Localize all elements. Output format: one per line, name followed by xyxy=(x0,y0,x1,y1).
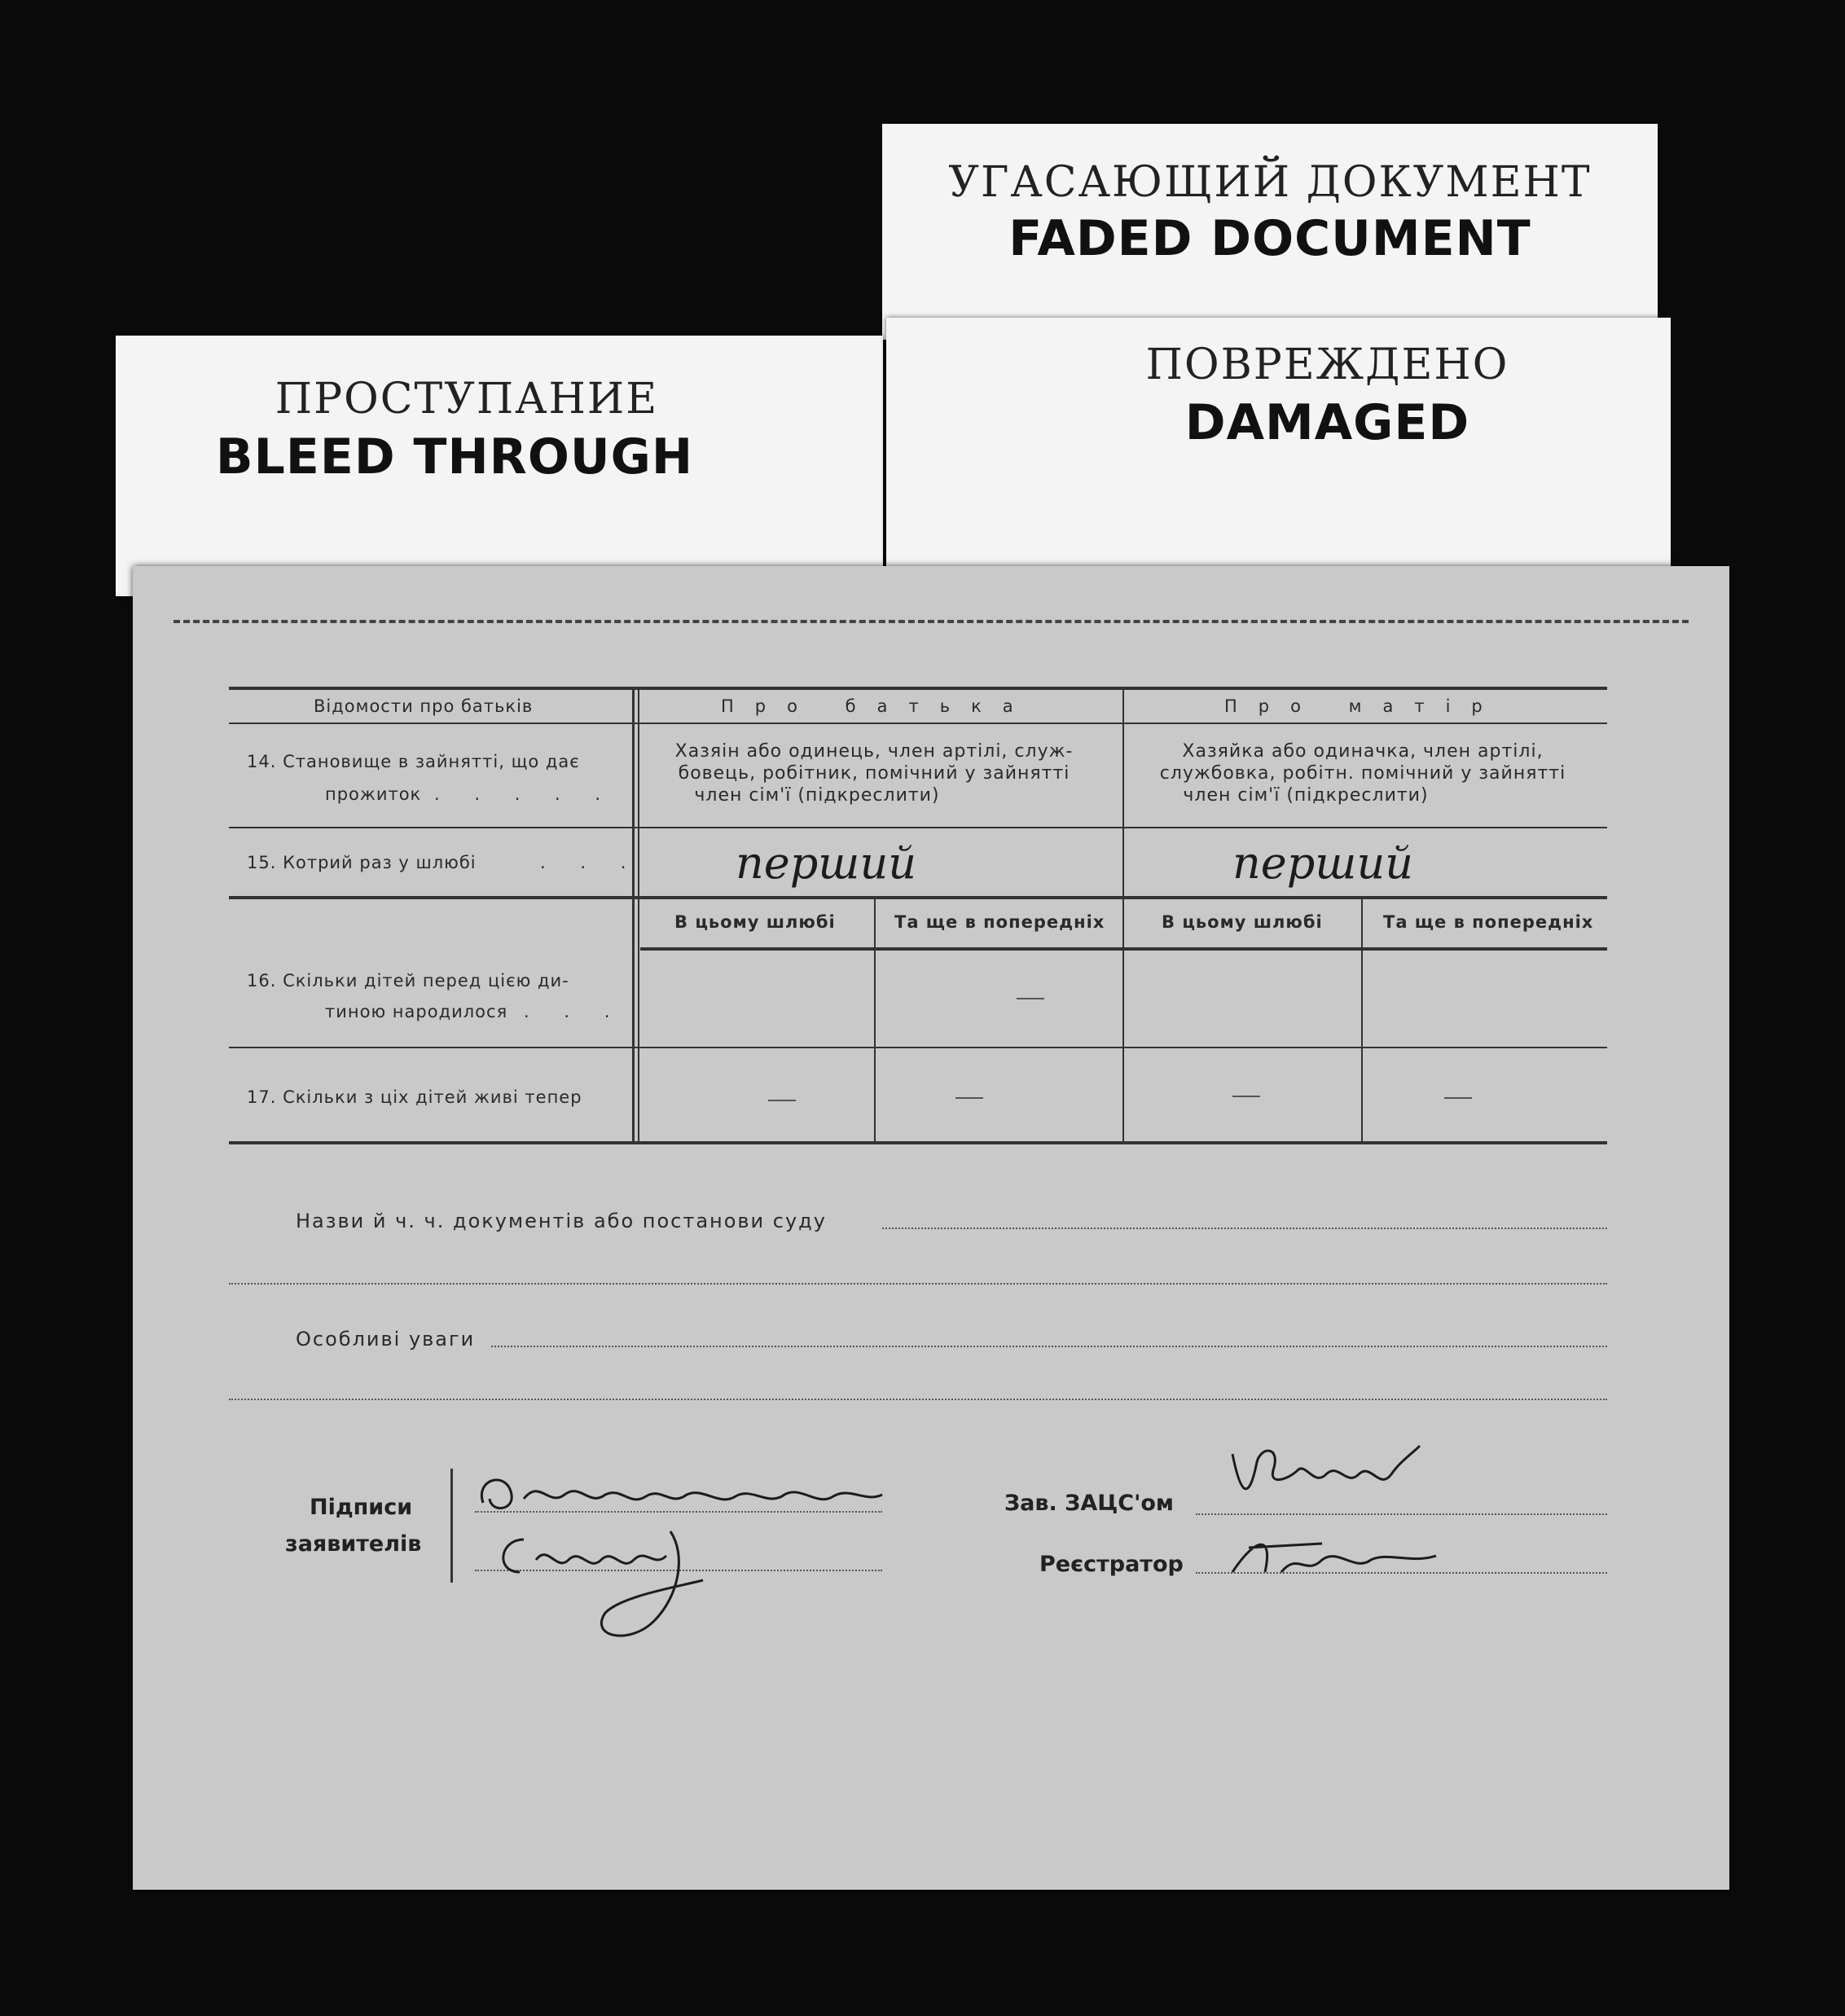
applicant-signature-2 xyxy=(491,1523,752,1654)
row14-father-line2: бовець, робітник, помічний у зайнятті xyxy=(678,763,1070,784)
father-previous: Та ще в попередніх xyxy=(894,912,1105,932)
father-mother-divider xyxy=(1122,688,1124,1143)
row15-label: 15. Котрий раз у шлюбі xyxy=(247,853,477,872)
header-father: Про батька xyxy=(721,696,1035,716)
registrar-label: Реєстратор xyxy=(1039,1552,1184,1577)
row16-rule xyxy=(229,1047,1607,1048)
row14-label-line2: прожиток xyxy=(325,784,422,804)
documents-label: Назви й ч. ч. документів або постанови суду xyxy=(296,1210,827,1232)
row14-leader-dots: . . . . . xyxy=(434,784,616,804)
row15-father-value: перший xyxy=(736,837,917,889)
head-label: Зав. ЗАЦС'ом xyxy=(1004,1491,1174,1516)
damaged-card xyxy=(886,318,1671,586)
row14-mother-line2: службовка, робітн. помічний у зайнятті xyxy=(1159,763,1566,784)
registrar-signature xyxy=(1224,1527,1452,1584)
row16-leader-dots: . . . xyxy=(524,1002,625,1021)
bleed-label-en: BLEED THROUGH xyxy=(215,428,694,485)
registration-form-sheet xyxy=(133,566,1729,1890)
row17-father-prev-dash xyxy=(955,1097,983,1099)
row14-mother-line1: Хазяйка або одиначка, член артілі, xyxy=(1182,741,1544,762)
col1-divider xyxy=(632,688,635,1143)
row15-mother-value: перший xyxy=(1232,837,1414,889)
faded-document-card xyxy=(882,124,1658,340)
row16-label-line1: 16. Скільки дітей перед цією ди- xyxy=(247,971,569,990)
row17-father-this-dash xyxy=(768,1100,796,1101)
col1-divider-b xyxy=(638,688,639,1143)
perforation-line xyxy=(174,620,1689,623)
row16-label-line2: тиною народилося xyxy=(325,1002,508,1021)
faded-label-ru: УГАСАЮЩИЙ ДОКУМЕНТ xyxy=(948,158,1592,207)
row14-label-line1: 14. Становище в зайнятті, що дає xyxy=(247,752,580,771)
father-sub-divider xyxy=(874,898,876,1143)
row16-father-prev-dash xyxy=(1017,998,1044,999)
row14-rule xyxy=(229,827,1607,828)
faded-label-en: FADED DOCUMENT xyxy=(1008,210,1531,267)
damaged-label-en: DAMAGED xyxy=(1184,394,1470,451)
head-signature xyxy=(1224,1430,1436,1519)
damaged-label-ru: ПОВРЕЖДЕНО xyxy=(1145,340,1509,389)
applicants-label-line2: заявителів xyxy=(285,1531,422,1557)
row17-label: 17. Скільки з ціх дітей живі тепер xyxy=(247,1087,582,1107)
mother-previous: Та ще в попередніх xyxy=(1383,912,1594,932)
notes-label: Особливі уваги xyxy=(296,1328,476,1351)
row17-mother-prev-dash xyxy=(1444,1097,1472,1099)
header-parents-info: Відомости про батьків xyxy=(314,696,534,716)
row17-mother-this-dash xyxy=(1232,1096,1260,1097)
row15-leader-dots: . . . xyxy=(540,853,641,872)
notes-line-2 xyxy=(229,1399,1607,1400)
documents-line-1 xyxy=(882,1228,1607,1229)
row14-mother-line3: член сім'ї (підкреслити) xyxy=(1183,785,1429,806)
row15-rule xyxy=(229,896,1607,899)
row14-father-line3: член сім'ї (підкреслити) xyxy=(694,785,940,806)
header-mother: Про матір xyxy=(1224,696,1504,716)
mother-this-marriage: В цьому шлюбі xyxy=(1162,912,1323,932)
bleed-label-ru: ПРОСТУПАНИЕ xyxy=(275,375,659,424)
header-rule xyxy=(229,723,1607,724)
applicants-label-line1: Підписи xyxy=(310,1495,413,1520)
mother-sub-divider xyxy=(1361,898,1363,1143)
documents-line-2 xyxy=(229,1283,1607,1285)
applicant-signature-1 xyxy=(475,1462,898,1519)
table-top-rule xyxy=(229,687,1607,690)
bleed-through-card xyxy=(116,336,883,596)
table-bottom-rule xyxy=(229,1141,1607,1144)
applicants-brace xyxy=(450,1469,453,1583)
notes-line-1 xyxy=(491,1346,1607,1347)
father-this-marriage: В цьому шлюбі xyxy=(674,912,836,932)
row14-father-line1: Хазяін або одинець, член артілі, служ- xyxy=(674,741,1074,762)
